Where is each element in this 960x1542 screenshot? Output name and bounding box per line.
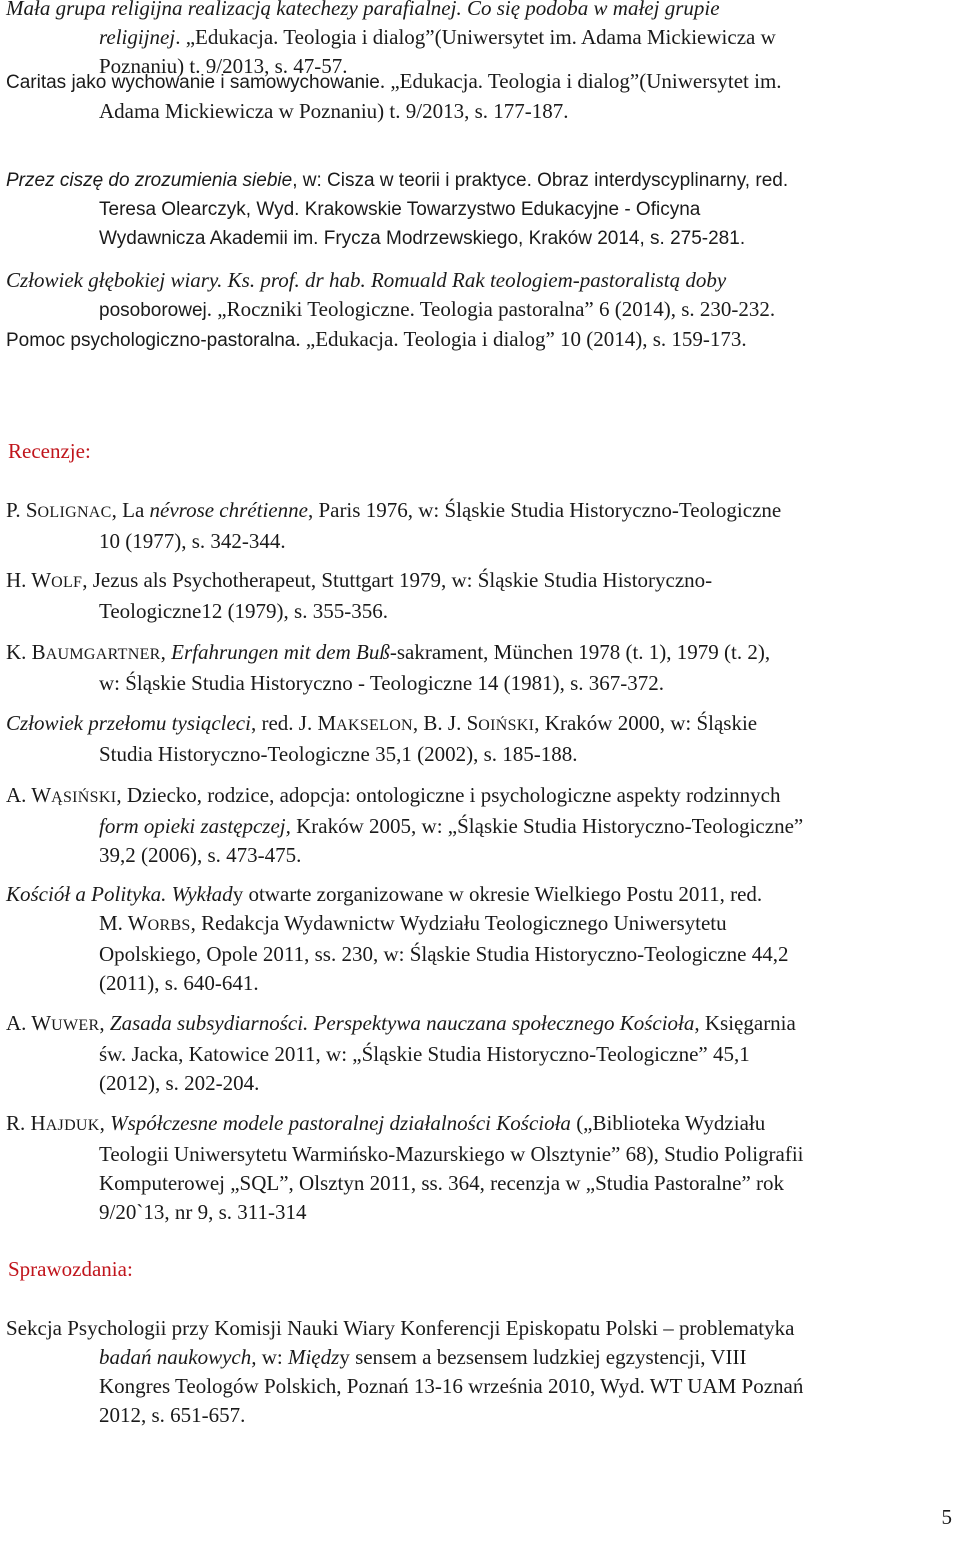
author-initial: P. S <box>6 498 38 522</box>
entry-title: Kościół a Polityka. Wykład <box>6 882 233 906</box>
entry-line <box>6 812 954 841</box>
section-heading-sprawozdania: Sprawozdania: <box>8 1257 133 1281</box>
report-entry-sekcja <box>6 1314 954 1430</box>
entry-text: („Biblioteka Wydziału <box>570 1111 766 1135</box>
entry-line: Teologii Uniwersytetu Warmińsko-Mazurskiego w Olsztynie” 68), Studio Poligrafii <box>99 1142 804 1166</box>
entry-line <box>6 566 954 597</box>
entry-line <box>6 0 954 23</box>
entry-line <box>6 496 954 527</box>
entry-line <box>6 709 954 740</box>
entry-text: , Kraków 2000, w: Śląskie <box>534 711 758 735</box>
entry-title: religijnej <box>99 25 176 49</box>
entry-title: Człowiek przełomu tysiącleci <box>6 711 251 735</box>
review-entry-kosciol <box>6 880 954 998</box>
entry-title: Erfahrungen mit dem Buß <box>171 640 390 664</box>
entry-title: badań naukowych, <box>99 1345 257 1369</box>
author-surname: AKSELON <box>336 717 413 734</box>
author-surname: UWER <box>51 1017 100 1034</box>
publication-entry-czlowiek <box>6 266 954 325</box>
entry-line: Studia Historyczno-Teologiczne 35,1 (2002), s. 185-188. <box>99 742 578 766</box>
entry-text: , <box>99 1111 111 1135</box>
author-initial: K. B <box>6 640 46 664</box>
publication-entry-cisza <box>6 166 954 253</box>
entry-line: (2012), s. 202-204. <box>99 1071 260 1095</box>
entry-text: , La <box>111 498 150 522</box>
entry-line: (2011), s. 640-641. <box>99 971 259 995</box>
entry-text: y sensem a bezsensem ludzkiej egzystencji, VIII <box>339 1345 747 1369</box>
review-entry-baumgartner <box>6 638 954 698</box>
entry-text: , <box>160 640 172 664</box>
entry-text: . „Edukacja. Teologia i dialog”(Uniwersytet im. Adama Mickiewicza w <box>175 25 776 49</box>
entry-title: form opieki zastępczej, <box>99 814 291 838</box>
entry-title: posoborowej <box>99 300 207 321</box>
review-entry-wolf <box>6 566 954 626</box>
publication-entry-caritas <box>6 67 954 126</box>
entry-line <box>6 781 954 812</box>
entry-text: . „Edukacja. Teologia i dialog”(Uniwersytet im. <box>379 69 782 93</box>
section-heading-recenzje: Recenzje: <box>8 439 91 463</box>
entry-line <box>6 266 954 295</box>
author-initial: A. W <box>6 1011 52 1035</box>
entry-line <box>6 880 954 909</box>
review-entry-solignac <box>6 496 954 556</box>
entry-line <box>6 295 954 325</box>
author-initial: A. W <box>6 783 52 807</box>
entry-line: Wydawnicza Akademii im. Frycza Modrzewskiego, Kraków 2014, s. 275-281. <box>99 228 746 249</box>
entry-line: Sekcja Psychologii przy Komisji Nauki Wiary Konferencji Episkopatu Polski – problematyka <box>6 1316 795 1340</box>
entry-title: Międz <box>287 1345 340 1369</box>
entry-text: , Dziecko, rodzice, adopcja: ontologiczne i psychologiczne aspekty rodzinnych <box>116 783 781 807</box>
review-entry-wuwer <box>6 1009 954 1098</box>
entry-text: w: <box>256 1345 288 1369</box>
author-initial: M. W <box>99 911 148 935</box>
author-surname: OLF <box>51 574 83 591</box>
entry-title: névrose chrétienne <box>149 498 308 522</box>
review-entry-wasinski <box>6 781 954 870</box>
entry-text: Kraków 2005, w: „Śląskie Studia Historyczno-Teologiczne” <box>290 814 804 838</box>
entry-line: 9/20`13, nr 9, s. 311-314 <box>99 1200 307 1224</box>
entry-text: , Redakcja Wydawnictw Wydziału Teologicznego Uniwersytetu <box>190 911 727 935</box>
entry-title: Mała grupa religijna realizacją katechezy parafialnej. Co się podoba w małej grupie <box>6 0 720 20</box>
author-surname: OIŃSKI <box>478 717 535 734</box>
author-surname: AUMGARTNER <box>45 646 161 663</box>
entry-text: y otwarte zorganizowane w okresie Wielkiego Postu 2011, red. <box>232 882 763 906</box>
entry-line: Adama Mickiewicza w Poznaniu) t. 9/2013, s. 177-187. <box>99 99 569 123</box>
entry-line <box>6 325 954 355</box>
entry-line <box>6 1109 954 1140</box>
entry-line <box>6 23 954 52</box>
entry-line: 39,2 (2006), s. 473-475. <box>99 843 302 867</box>
entry-line: 10 (1977), s. 342-344. <box>99 529 286 553</box>
entry-line: Teologiczne12 (1979), s. 355-356. <box>99 599 388 623</box>
entry-line: Opolskiego, Opole 2011, ss. 230, w: Śląskie Studia Historyczno-Teologiczne 44,2 <box>99 942 789 966</box>
entry-line: Kongres Teologów Polskich, Poznań 13-16 września 2010, Wyd. WT UAM Poznań <box>99 1374 804 1398</box>
entry-text: , w: Cisza w teorii i praktyce. Obraz interdyscyplinarny, red. <box>292 170 789 191</box>
author-surname: ĄSIŃSKI <box>51 789 117 806</box>
author-surname: OLIGNAC <box>37 504 112 521</box>
entry-text: , red. J. M <box>250 711 337 735</box>
entry-title: Caritas jako wychowanie i samowychowanie <box>6 72 380 93</box>
entry-text: , Księgarnia <box>694 1011 796 1035</box>
entry-line <box>6 1343 954 1372</box>
entry-title: Pomoc psychologiczno-pastoralna <box>6 330 296 351</box>
entry-line: w: Śląskie Studia Historyczno - Teologiczne 14 (1981), s. 367-372. <box>99 671 665 695</box>
entry-line: Teresa Olearczyk, Wyd. Krakowskie Towarzystwo Edukacyjne - Oficyna <box>99 199 701 220</box>
entry-line <box>6 67 954 97</box>
author-surname: AJDUK <box>45 1117 100 1134</box>
author-initial: H. W <box>6 568 52 592</box>
publication-entry-pomoc <box>6 325 954 355</box>
entry-text: . „Roczniki Teologiczne. Teologia pastoralna” 6 (2014), s. 230-232. <box>206 297 776 321</box>
entry-title: Przez ciszę do zrozumienia siebie <box>6 170 293 191</box>
entry-line: św. Jacka, Katowice 2011, w: „Śląskie Studia Historyczno-Teologiczne” 45,1 <box>99 1042 750 1066</box>
entry-line <box>6 166 954 195</box>
entry-line: Poznaniu) t. 9/2013, s. 47-57. <box>99 54 348 78</box>
review-entry-hajduk <box>6 1109 954 1227</box>
entry-text: . „Edukacja. Teologia i dialog” 10 (2014), s. 159-173. <box>295 327 747 351</box>
entry-line <box>6 638 954 669</box>
entry-text: , Paris 1976, w: Śląskie Studia Historyczno-Teologiczne <box>307 498 782 522</box>
entry-line <box>6 909 954 940</box>
author-initial: R. H <box>6 1111 46 1135</box>
entry-line: Komputerowej „SQL”, Olsztyn 2011, ss. 364, recenzja w „Studia Pastoralne” rok <box>99 1171 785 1195</box>
entry-text: , B. J. S <box>412 711 479 735</box>
author-surname: ORBS <box>147 917 191 934</box>
entry-title: Zasada subsydiarności. Perspektywa nauczana społecznego Kościoła <box>109 1011 695 1035</box>
page-number: 5 <box>941 1505 952 1529</box>
review-entry-makselon <box>6 709 954 769</box>
entry-text: -sakrament, München 1978 (t. 1), 1979 (t. 2), <box>389 640 771 664</box>
entry-title: Człowiek głębokiej wiary. Ks. prof. dr hab. Romuald Rak teologiem-pastoralistą doby <box>6 268 727 292</box>
entry-text: , Jezus als Psychotherapeut, Stuttgart 1979, w: Śląskie Studia Historyczno- <box>82 568 713 592</box>
entry-line: 2012, s. 651-657. <box>99 1403 246 1427</box>
entry-line <box>6 1009 954 1040</box>
entry-text: , <box>99 1011 110 1035</box>
entry-title: Współczesne modele pastoralnej działalności Kościoła <box>110 1111 571 1135</box>
